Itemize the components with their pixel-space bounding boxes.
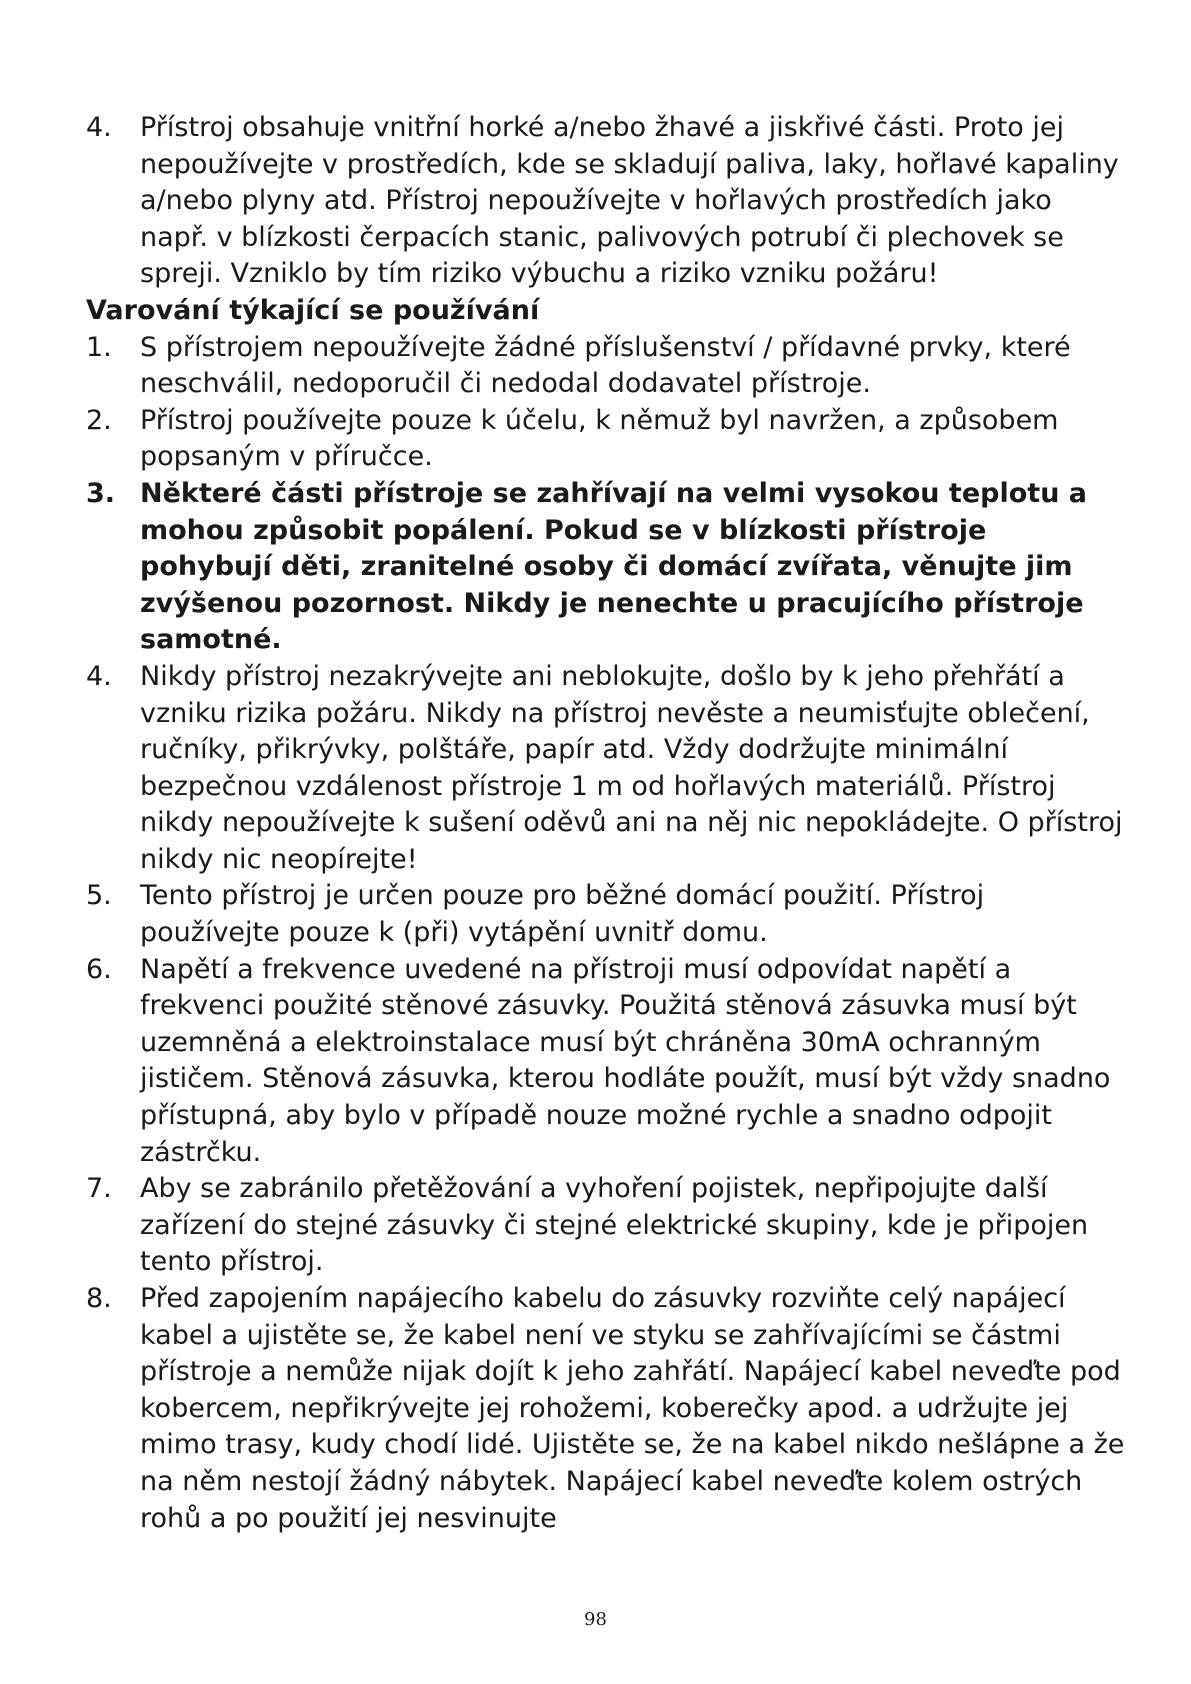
list-item-number: 4. bbox=[86, 660, 112, 692]
list-item-text: Napětí a frekvence uvedené na přístroji musí odpovídat napětí a frekvenci použité stěnové zásuvky. Použitá stěnová zásuvka musí být uzemněná a elektroinstalace musí být chráněna 30mA ochranným jističem. Stěnová zásuvka, kterou hodláte použít, musí být vždy snadno přístupná, aby bylo v případě nouze možné rychle a snadno odpojit zástrčku. bbox=[140, 953, 1111, 1168]
list-item-3-warning bbox=[86, 476, 1126, 659]
list-item-number: 7. bbox=[86, 1173, 112, 1205]
list-item-number: 5. bbox=[86, 880, 112, 912]
list-item-text: Některé části přístroje se zahřívají na velmi vysokou teplotu a mohou způsobit popálení. Pokud se v blízkosti přístroje pohybují děti, zranitelné osoby či domácí zvířata, věnujte jim zvýšenou pozornost. Nikdy je nenechte u pracujícího přístroje samotné. bbox=[140, 477, 1088, 656]
list-item-intro-4 bbox=[86, 110, 1126, 293]
list-item-2 bbox=[86, 403, 1126, 476]
list-item-number: 2. bbox=[86, 404, 112, 436]
list-item-number: 4. bbox=[86, 112, 112, 143]
list-item-text: S přístrojem nepoužívejte žádné příslušenství / přídavné prvky, které neschválil, nedoporučil či nedodal dodavatel přístroje. bbox=[140, 331, 1071, 400]
list-item-number: 8. bbox=[86, 1283, 112, 1314]
list-item-1 bbox=[86, 330, 1126, 403]
list-item-6 bbox=[86, 952, 1126, 1172]
section-heading: Varování týkající se používání bbox=[86, 294, 540, 326]
list-item-text: Nikdy přístroj nezakrývejte ani neblokujte, došlo by k jeho přehřátí a vzniku rizika požáru. Nikdy na přístroj nevěste a neumisťujte oblečení, ručníky, přikrývky, polštáře, papír atd. Vždy dodržujte minimální bezpečnou vzdálenost přístroje 1 m od hořlavých materiálů. Přístroj nikdy nepoužívejte k sušení oděvů ani na něj nic nepokládejte. O přístroj nikdy nic neopírejte! bbox=[140, 660, 1123, 875]
list-item-text: Aby se zabránilo přetěžování a vyhoření pojistek, nepřipojujte další zařízení do stejné zásuvky či stejné elektrické skupiny, kde je připojen tento přístroj. bbox=[140, 1173, 1089, 1278]
list-item-4 bbox=[86, 659, 1126, 879]
list-item-number: 6. bbox=[86, 953, 112, 985]
page-number: 98 bbox=[584, 1609, 607, 1630]
list-item-number: 3. bbox=[86, 477, 116, 509]
list-item-text: Tento přístroj je určen pouze pro běžné domácí použití. Přístroj používejte pouze k (při) vytápění uvnitř domu. bbox=[140, 880, 985, 949]
list-item-text: Přístroj používejte pouze k účelu, k němuž byl navržen, a způsobem popsaným v příručce. bbox=[140, 404, 1059, 473]
list-item-5 bbox=[86, 878, 1126, 951]
document-body bbox=[86, 110, 1126, 1537]
list-item-text: Před zapojením napájecího kabelu do zásuvky rozviňte celý napájecí kabel a ujistěte se, že kabel není ve styku se zahřívajícími se částmi přístroje a nemůže nijak dojít k jeho zahřátí. Napájecí kabel neveďte pod kobercem, nepřikrývejte jej rohožemi, koberečky apod. a udržujte jej mimo trasy, kudy chodí lidé. Ujistěte se, že na kabel nikdo nešlápne a že na něm nestojí žádný nábytek. Napájecí kabel neveďte kolem ostrých rohů a po použití jej nesvinujte bbox=[140, 1283, 1125, 1534]
list-item-7 bbox=[86, 1171, 1126, 1281]
list-item-text: Přístroj obsahuje vnitřní horké a/nebo žhavé a jiskřivé části. Proto jej nepoužívejte v prostředích, kde se skladují paliva, laky, hořlavé kapaliny a/nebo plyny atd. Přístroj nepoužívejte v hořlavých prostředích jako např. v blízkosti čerpacích stanic, palivových potrubí či plechovek se spreji. Vzniklo by tím riziko výbuchu a riziko vzniku požáru! bbox=[140, 112, 1119, 290]
list-item-8 bbox=[86, 1281, 1126, 1537]
list-item-number: 1. bbox=[86, 331, 112, 363]
